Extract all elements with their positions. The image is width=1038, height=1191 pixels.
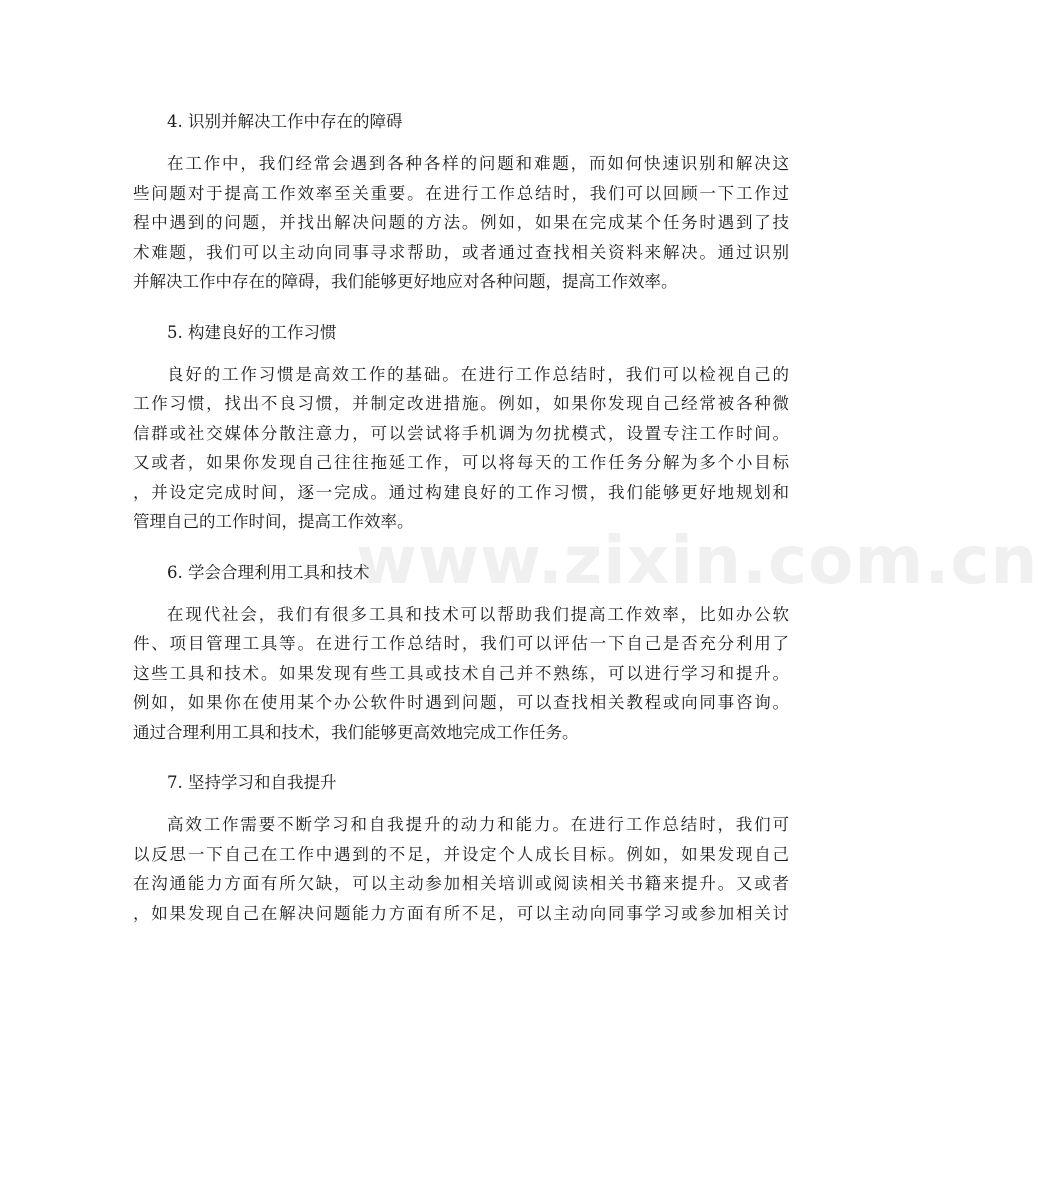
section-paragraph bbox=[133, 600, 789, 748]
watermark-text: www.zixin.com.cn bbox=[356, 522, 1038, 599]
paragraph-line: 件、项目管理工具等。在进行工作总结时，我们可以评估一下自己是否充分利用了 bbox=[133, 634, 789, 653]
paragraph-line: 管理自己的工作时间，提高工作效率。 bbox=[133, 512, 414, 531]
section-4 bbox=[133, 107, 789, 297]
section-heading: 5. 构建良好的工作习惯 bbox=[167, 322, 337, 342]
section-6 bbox=[133, 558, 789, 748]
paragraph-line: 术难题，我们可以主动向同事寻求帮助，或者通过查找相关资料来解决。通过识别 bbox=[133, 242, 789, 262]
section-5 bbox=[133, 318, 789, 537]
paragraph-line: ，并设定完成时间，逐一完成。通过构建良好的工作习惯，我们能够更好地规划和 bbox=[133, 482, 789, 502]
section-paragraph bbox=[133, 360, 789, 537]
section-paragraph bbox=[133, 149, 789, 297]
paragraph-line: 以反思一下自己在工作中遇到的不足，并设定个人成长目标。例如，如果发现自己 bbox=[133, 844, 789, 864]
paragraph-line: 在现代社会，我们有很多工具和技术可以帮助我们提高工作效率，比如办公软 bbox=[167, 604, 789, 624]
paragraph-line: 通过合理利用工具和技术，我们能够更高效地完成工作任务。 bbox=[133, 722, 579, 742]
paragraph-line: 又或者，如果你发现自己往往拖延工作，可以将每天的工作任务分解为多个小目标 bbox=[133, 453, 789, 472]
section-heading: 4. 识别并解决工作中存在的障碍 bbox=[167, 112, 403, 131]
paragraph-line: 这些工具和技术。如果发现有些工具或技术自己并不熟练，可以进行学习和提升。 bbox=[133, 663, 789, 683]
document-body bbox=[133, 107, 789, 949]
paragraph-line: 在沟通能力方面有所欠缺，可以主动参加相关培训或阅读相关书籍来提升。又或者 bbox=[133, 874, 789, 893]
paragraph-line: 良好的工作习惯是高效工作的基础。在进行工作总结时，我们可以检视自己的 bbox=[167, 364, 789, 384]
paragraph-line: 在工作中，我们经常会遇到各种各样的问题和难题，而如何快速识别和解决这 bbox=[167, 154, 789, 173]
paragraph-line: 例如，如果你在使用某个办公软件时遇到问题，可以查找相关教程或向同事咨询。 bbox=[133, 693, 789, 712]
section-heading: 7. 坚持学习和自我提升 bbox=[167, 773, 337, 792]
paragraph-line: 些问题对于提高工作效率至关重要。在进行工作总结时，我们可以回顾一下工作过 bbox=[133, 183, 789, 203]
paragraph-line: 高效工作需要不断学习和自我提升的动力和能力。在进行工作总结时，我们可 bbox=[167, 815, 789, 834]
paragraph-line: 并解决工作中存在的障碍，我们能够更好地应对各种问题，提高工作效率。 bbox=[133, 272, 678, 291]
section-7 bbox=[133, 768, 789, 928]
section-heading: 6. 学会合理利用工具和技术 bbox=[167, 562, 370, 582]
paragraph-line: 信群或社交媒体分散注意力，可以尝试将手机调为勿扰模式，设置专注工作时间。 bbox=[133, 423, 789, 443]
paragraph-line: 工作习惯，找出不良习惯，并制定改进措施。例如，如果你发现自己经常被各种微 bbox=[133, 394, 789, 413]
paragraph-line: ，如果发现自己在解决问题能力方面有所不足，可以主动向同事学习或参加相关讨 bbox=[133, 903, 789, 923]
paragraph-line: 程中遇到的问题，并找出解决问题的方法。例如，如果在完成某个任务时遇到了技 bbox=[133, 213, 789, 232]
section-paragraph bbox=[133, 810, 789, 928]
